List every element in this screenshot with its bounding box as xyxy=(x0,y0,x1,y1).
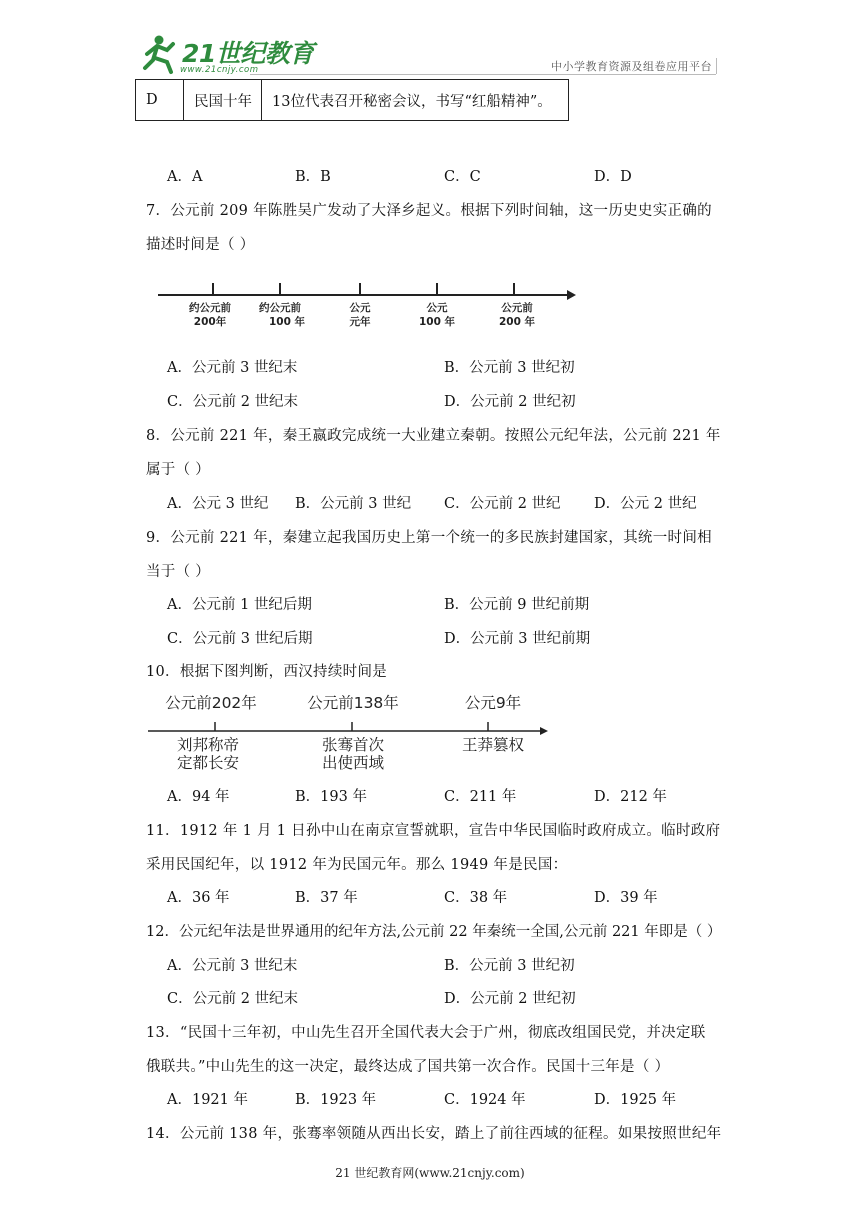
q13-choice-b[interactable]: B．1923 年 xyxy=(295,1092,377,1108)
q10-event-label: 定都长安 xyxy=(176,754,240,772)
q12-choice-b[interactable]: B．公元前 3 世纪初 xyxy=(444,958,575,974)
q10-stem-line1: 10．根据下图判断，西汉持续时间是 xyxy=(146,664,388,680)
q12-stem-line1: 12．公元纪年法是世界通用的纪年方法,公元前 22 年秦统一全国,公元前 221 年即是（ ） xyxy=(146,924,722,940)
q7-choice-c[interactable]: C．公元前 2 世纪末 xyxy=(167,394,299,410)
q10-event-label: 张骞首次 xyxy=(321,736,385,754)
q8-stem-line2: 属于（ ） xyxy=(146,462,211,478)
q10-choice-a[interactable]: A．94 年 xyxy=(167,789,230,805)
q10-year-label: 公元前138年 xyxy=(307,694,399,712)
q13-stem-line1: 13．“民国十三年初，中山先生召开全国代表大会于广州，彻底改组国民党，并决定联 xyxy=(146,1025,706,1041)
q11-choice-c[interactable]: C．38 年 xyxy=(444,890,508,906)
q10-choice-b[interactable]: B．193 年 xyxy=(295,789,367,805)
table-cell-era: 民国十年 xyxy=(184,80,262,121)
q10-year-label: 公元9年 xyxy=(464,694,522,712)
q11-choice-d[interactable]: D．39 年 xyxy=(594,890,658,906)
q8-choice-c[interactable]: C．公元前 2 世纪 xyxy=(444,496,561,512)
q10-timeline xyxy=(145,688,555,774)
q7-choice-b[interactable]: B．公元前 3 世纪初 xyxy=(444,360,575,376)
q7-tick-label: 200 年 xyxy=(498,316,536,328)
q8-choice-a[interactable]: A．公元 3 世纪 xyxy=(167,496,269,512)
q10-event-label: 刘邦称帝 xyxy=(176,736,240,754)
page-footer: 21 世纪教育网(www.21cnjy.com) xyxy=(335,1166,525,1180)
q12-choice-c[interactable]: C．公元前 2 世纪末 xyxy=(167,991,299,1007)
q9-choice-d[interactable]: D．公元前 3 世纪前期 xyxy=(444,631,591,647)
q9-choice-a[interactable]: A．公元前 1 世纪后期 xyxy=(167,597,312,613)
q7-timeline xyxy=(155,278,580,333)
q10-choice-d[interactable]: D．212 年 xyxy=(594,789,667,805)
q8-stem-line1: 8．公元前 221 年，秦王嬴政完成统一大业建立秦朝。按照公元纪年法，公元前 221 年 xyxy=(146,428,721,444)
q8-choice-b[interactable]: B．公元前 3 世纪 xyxy=(295,496,412,512)
answer-table-row xyxy=(135,79,569,121)
q6-choice-b[interactable]: B．B xyxy=(295,169,331,185)
q7-stem-line1: 7．公元前 209 年陈胜吴广发动了大泽乡起义。根据下列时间轴，这一历史史实正确的 xyxy=(146,203,712,219)
q14-stem-line1: 14．公元前 138 年，张骞率领随从西出长安，踏上了前往西域的征程。如果按照世纪年 xyxy=(146,1126,722,1142)
logo-url: www.21cnjy.com xyxy=(180,65,259,75)
q7-choice-d[interactable]: D．公元前 2 世纪初 xyxy=(444,394,576,410)
q13-choice-d[interactable]: D．1925 年 xyxy=(594,1092,677,1108)
q7-tick-label: 元年 xyxy=(349,316,371,328)
q12-choice-a[interactable]: A．公元前 3 世纪末 xyxy=(167,958,298,974)
q9-stem-line1: 9．公元前 221 年，秦建立起我国历史上第一个统一的多民族封建国家，其统一时间相 xyxy=(146,530,712,546)
table-cell-event: 13位代表召开秘密会议，书写“红船精神”。 xyxy=(262,80,569,121)
q11-stem-line2: 采用民国纪年，以 1912 年为民国元年。那么 1949 年是民国： xyxy=(146,857,568,873)
q7-tick-label: 100 年 xyxy=(268,316,306,328)
q8-choice-d[interactable]: D．公元 2 世纪 xyxy=(594,496,697,512)
q7-tick-label: 约公元前 xyxy=(259,302,301,314)
header-divider xyxy=(250,74,716,75)
table-cell-option: D xyxy=(136,80,184,121)
q10-year-label: 公元前202年 xyxy=(165,694,257,712)
q9-choice-b[interactable]: B．公元前 9 世纪前期 xyxy=(444,597,590,613)
header-divider-tick xyxy=(716,58,717,74)
q10-event-label: 王莽篡权 xyxy=(461,736,525,754)
q7-choice-a[interactable]: A．公元前 3 世纪末 xyxy=(167,360,298,376)
q6-choice-a[interactable]: A．A xyxy=(167,169,203,185)
q12-choice-d[interactable]: D．公元前 2 世纪初 xyxy=(444,991,576,1007)
logo-text: 21世纪教育 xyxy=(182,39,314,68)
q11-stem-line1: 11．1912 年 1 月 1 日孙中山在南京宣誓就职，宣告中华民国临时政府成立。临时政府 xyxy=(146,823,721,839)
q10-event-label: 出使西域 xyxy=(321,754,385,772)
q9-choice-c[interactable]: C．公元前 3 世纪后期 xyxy=(167,631,313,647)
q6-choice-d[interactable]: D．D xyxy=(594,169,632,185)
q7-tick-label: 约公元前 xyxy=(189,302,231,314)
q9-stem-line2: 当于（ ） xyxy=(146,564,211,580)
q13-stem-line2: 俄联共。”中山先生的这一决定，最终达成了国共第一次合作。民国十三年是（ ） xyxy=(146,1059,670,1075)
q11-choice-a[interactable]: A．36 年 xyxy=(167,890,230,906)
q7-tick-label: 公元 xyxy=(349,302,371,314)
q7-tick-label: 公元 xyxy=(426,302,448,314)
q6-choice-c[interactable]: C．C xyxy=(444,169,481,185)
q13-choice-a[interactable]: A．1921 年 xyxy=(167,1092,248,1108)
platform-label: 中小学教育资源及组卷应用平台 xyxy=(551,60,712,73)
q7-tick-label: 100 年 xyxy=(418,316,456,328)
q13-choice-c[interactable]: C．1924 年 xyxy=(444,1092,526,1108)
q7-tick-label: 公元前 xyxy=(501,302,533,314)
q7-stem-line2: 描述时间是（ ） xyxy=(146,237,255,253)
q10-choice-c[interactable]: C．211 年 xyxy=(444,789,517,805)
q11-choice-b[interactable]: B．37 年 xyxy=(295,890,358,906)
q7-tick-label: 200年 xyxy=(193,316,227,328)
